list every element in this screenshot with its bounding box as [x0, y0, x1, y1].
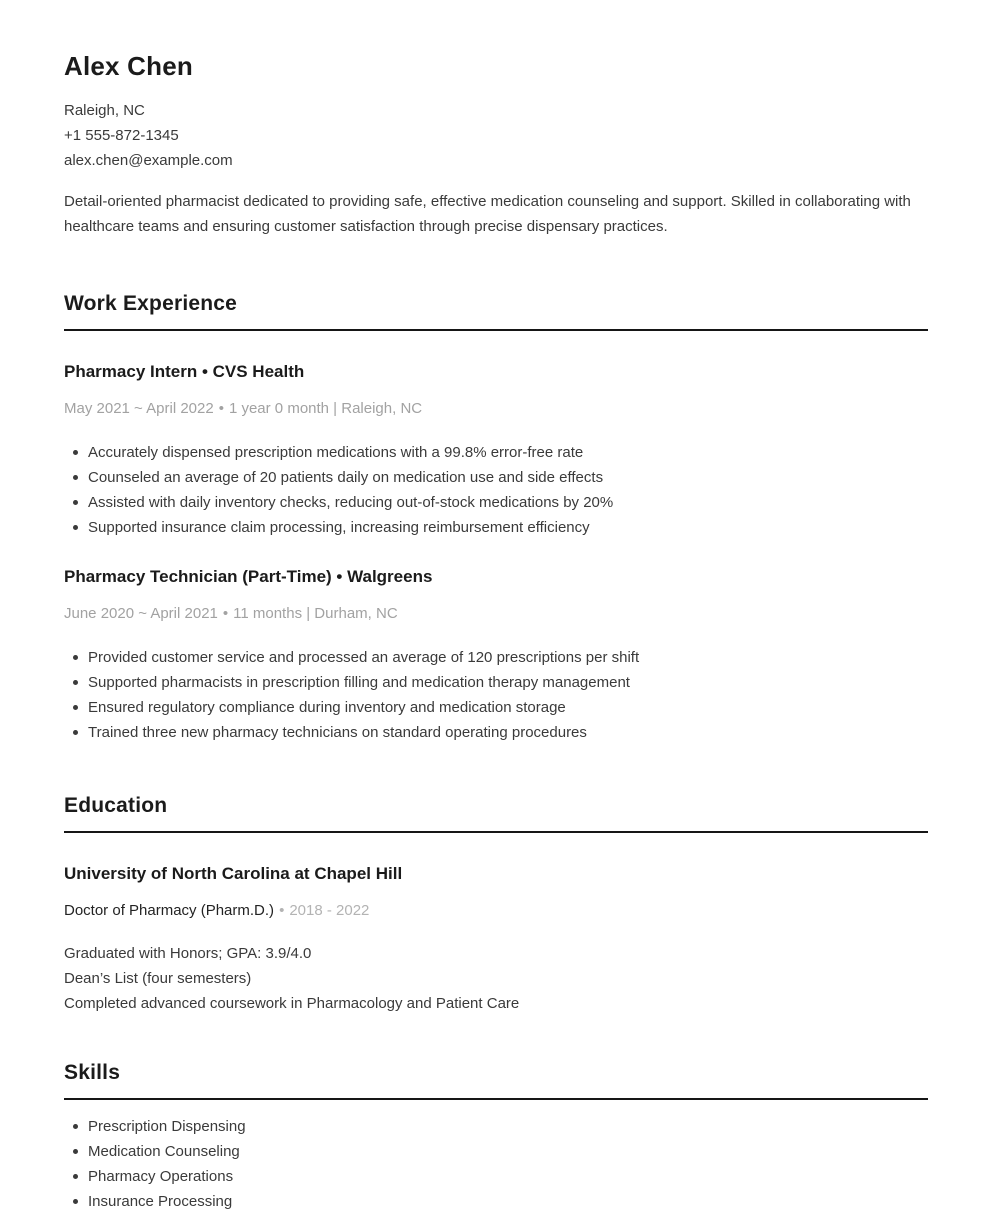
education-note: Graduated with Honors; GPA: 3.9/4.0: [64, 945, 312, 962]
section-divider: [64, 831, 928, 833]
skill-item: Medication Counseling: [64, 1139, 928, 1164]
school-name: University of North Carolina at Chapel Hill: [64, 864, 403, 883]
contact-location: Raleigh, NC: [64, 102, 145, 119]
job-bullet: Trained three new pharmacy technicians on standard operating procedures: [64, 720, 928, 745]
job-bullet: Accurately dispensed prescription medications with a 99.8% error-free rate: [64, 440, 928, 465]
job-duration-location: 11 months | Durham, NC: [233, 605, 398, 622]
education-period: 2018 - 2022: [289, 902, 370, 919]
education-notes: [64, 941, 928, 1016]
job-bullet: Provided customer service and processed an average of 120 prescriptions per shift: [64, 645, 928, 670]
job-duration-location: 1 year 0 month | Raleigh, NC: [228, 400, 423, 417]
job-meta: [64, 604, 928, 624]
degree-line: [64, 901, 928, 921]
skill-item: Pharmacy Operations: [64, 1164, 928, 1189]
education-note: Dean’s List (four semesters): [64, 970, 252, 987]
contact-info: [64, 98, 928, 173]
summary-text: Detail-oriented pharmacist dedicated to providing safe, effective medication counseling and support. Skilled in collaborating with healthcare teams and ensuring customer satisfaction through precise dispensary practices.: [64, 193, 911, 235]
job-bullet: Counseled an average of 20 patients daily on medication use and side effects: [64, 465, 928, 490]
job-bullet: Supported pharmacists in prescription filling and medication therapy management: [64, 670, 928, 695]
job-date-range: May 2021 ~ April 2022: [64, 400, 214, 417]
job-bullet-list: [64, 645, 928, 745]
person-name: Alex Chen: [64, 51, 193, 81]
degree-name: Doctor of Pharmacy (Pharm.D.): [64, 902, 275, 919]
section-divider: [64, 1098, 928, 1100]
education-note: Completed advanced coursework in Pharmacology and Patient Care: [64, 995, 520, 1012]
job-date-range: June 2020 ~ April 2021: [64, 605, 218, 622]
skills-list: [64, 1114, 928, 1214]
section-heading-skills: Skills: [64, 1061, 121, 1084]
job-bullet: Supported insurance claim processing, increasing reimbursement efficiency: [64, 515, 928, 540]
contact-phone: +1 555-872-1345: [64, 127, 179, 144]
skill-item: Prescription Dispensing: [64, 1114, 928, 1139]
job-title: Pharmacy Intern • CVS Health: [64, 362, 305, 381]
job-entry: [64, 566, 928, 745]
separator-dot: •: [279, 902, 285, 919]
job-bullet: Assisted with daily inventory checks, reducing out-of-stock medications by 20%: [64, 490, 928, 515]
section-heading-education: Education: [64, 794, 168, 817]
education-entry: [64, 863, 928, 1016]
job-title: Pharmacy Technician (Part-Time) • Walgreens: [64, 567, 433, 586]
separator-dot: •: [218, 400, 224, 417]
job-meta: [64, 399, 928, 419]
separator-dot: •: [222, 605, 229, 622]
job-entry: [64, 361, 928, 540]
skill-item: Insurance Processing: [64, 1189, 928, 1214]
job-bullet-list: [64, 440, 928, 540]
contact-email: alex.chen@example.com: [64, 152, 233, 169]
job-bullet: Ensured regulatory compliance during inventory and medication storage: [64, 695, 928, 720]
section-heading-work-experience: Work Experience: [64, 292, 238, 315]
section-divider: [64, 329, 928, 331]
